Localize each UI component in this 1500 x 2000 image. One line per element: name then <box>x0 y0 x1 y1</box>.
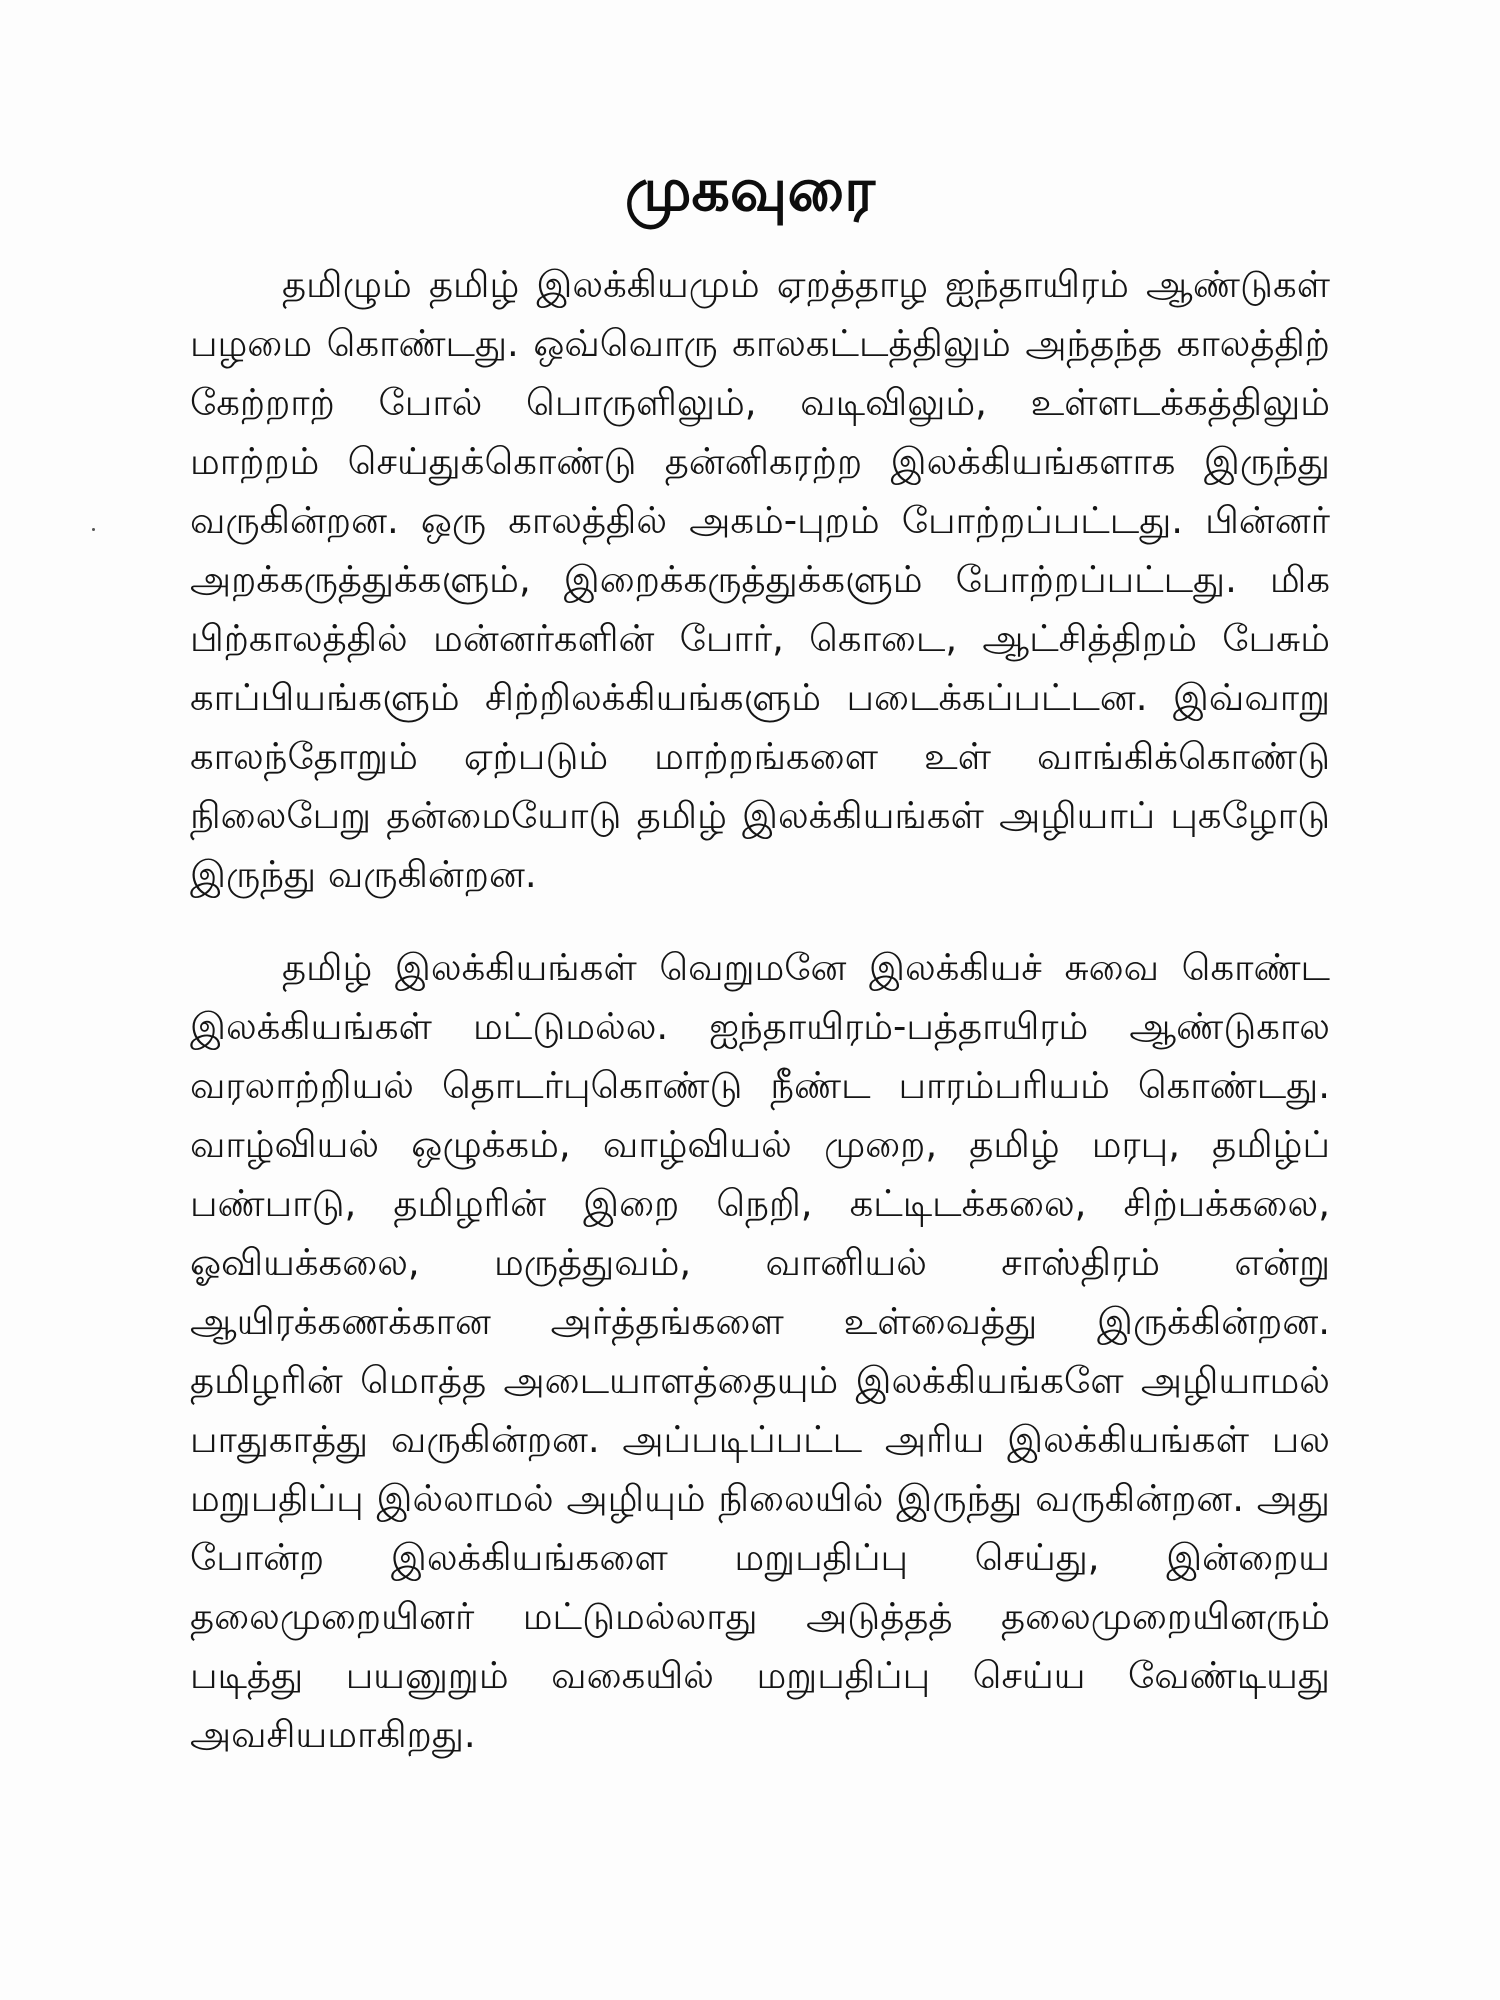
scan-speck <box>92 528 95 531</box>
page-title: முகவுரை <box>624 155 876 225</box>
body-text <box>190 255 1330 1764</box>
paragraph-1: தமிழும் தமிழ் இலக்கியமும் ஏறத்தாழ ஐந்தாயிரம் ஆண்டுகள் பழமை கொண்டது. ஒவ்வொரு காலகட்டத்திலும் அந்தந்த காலத்திற் கேற்றாற் போல் பொருளிலும், வடிவிலும், உள்ளடக்கத்திலும் மாற்றம் செய்துக்கொண்டு தன்னிகரற்ற இலக்கியங்களாக இருந்து வருகின்றன. ஒரு காலத்தில் அகம்-புறம் போற்றப்பட்டது. பின்னர் அறக்கருத்துக்களும், இறைக்கருத்துக்களும் போற்றப்பட்டது. மிக பிற்காலத்தில் மன்னர்களின் போர், கொடை, ஆட்சித்திறம் பேசும் காப்பியங்களும் சிற்றிலக்கியங்களும் படைக்கப்பட்டன. இவ்வாறு காலந்தோறும் ஏற்படும் மாற்றங்களை உள் வாங்கிக்கொண்டு நிலைபேறு தன்மையோடு தமிழ் இலக்கியங்கள் அழியாப் புகழோடு இருந்து வருகின்றன. <box>190 263 1330 896</box>
paragraph-2: தமிழ் இலக்கியங்கள் வெறுமனே இலக்கியச் சுவை கொண்ட இலக்கியங்கள் மட்டுமல்ல. ஐந்தாயிரம்-பத்தாயிரம் ஆண்டுகால வரலாற்றியல் தொடர்புகொண்டு நீண்ட பாரம்பரியம் கொண்டது. வாழ்வியல் ஒழுக்கம், வாழ்வியல் முறை, தமிழ் மரபு, தமிழ்ப் பண்பாடு, தமிழரின் இறை நெறி, கட்டிடக்கலை, சிற்பக்கலை, ஓவியக்கலை, மருத்துவம், வானியல் சாஸ்திரம் என்று ஆயிரக்கணக்கான அர்த்தங்களை உள்வைத்து இருக்கின்றன. தமிழரின் மொத்த அடையாளத்தையும் இலக்கியங்களே அழியாமல் பாதுகாத்து வருகின்றன. அப்படிப்பட்ட அரிய இலக்கியங்கள் பல மறுபதிப்பு இல்லாமல் அழியும் நிலையில் இருந்து வருகின்றன. அது போன்ற இலக்கியங்களை மறுபதிப்பு செய்து, இன்றைய தலைமுறையினர் மட்டுமல்லாது அடுத்தத் தலைமுறையினரும் படித்து பயனுறும் வகையில் மறுபதிப்பு செய்ய வேண்டியது அவசியமாகிறது. <box>190 946 1330 1756</box>
